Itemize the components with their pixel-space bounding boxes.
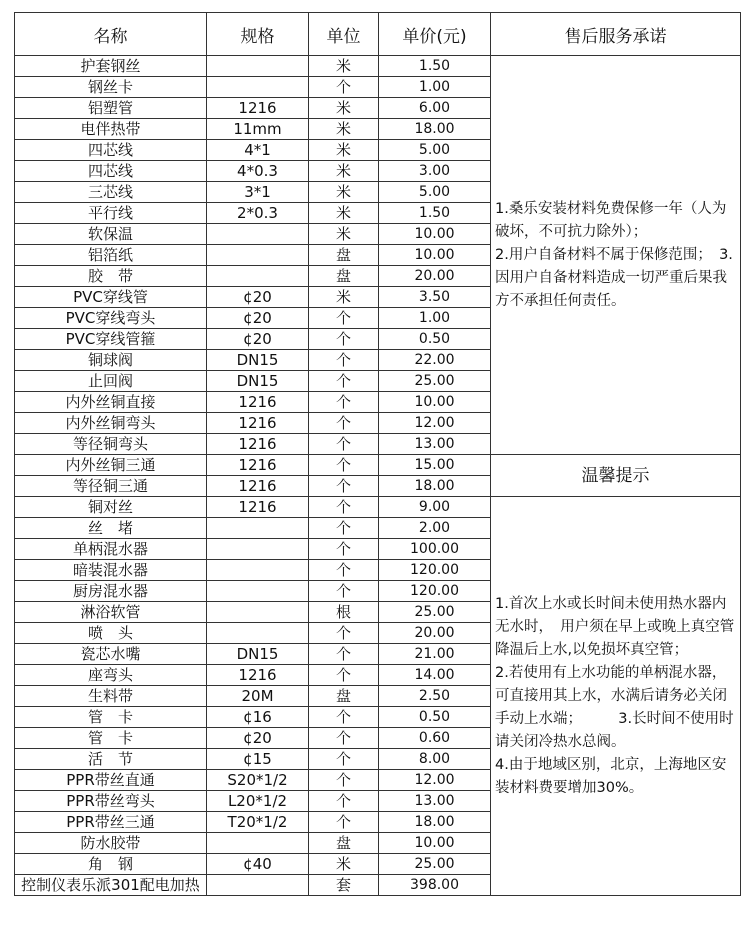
item-unit: 个 (309, 308, 379, 329)
item-price: 3.50 (379, 287, 491, 308)
item-unit: 盘 (309, 245, 379, 266)
item-unit: 米 (309, 203, 379, 224)
item-spec: 1216 (207, 413, 309, 434)
item-name: PVC穿线管箍 (15, 329, 207, 350)
item-unit: 米 (309, 854, 379, 875)
item-spec: ¢20 (207, 287, 309, 308)
item-price: 15.00 (379, 455, 491, 476)
item-unit: 个 (309, 644, 379, 665)
table-row (15, 56, 741, 77)
item-price: 100.00 (379, 539, 491, 560)
item-price: 0.50 (379, 329, 491, 350)
item-unit: 个 (309, 770, 379, 791)
service-note-cell (491, 56, 741, 455)
item-spec (207, 623, 309, 644)
item-price: 14.00 (379, 665, 491, 686)
item-price: 12.00 (379, 770, 491, 791)
item-price: 25.00 (379, 371, 491, 392)
item-unit: 根 (309, 602, 379, 623)
item-price: 8.00 (379, 749, 491, 770)
item-spec: ¢20 (207, 728, 309, 749)
item-name: 内外丝铜三通 (15, 455, 207, 476)
table-body (15, 56, 741, 896)
tips-note-cell (491, 497, 741, 896)
item-unit: 个 (309, 518, 379, 539)
item-name: 铜球阀 (15, 350, 207, 371)
item-price: 12.00 (379, 413, 491, 434)
item-price: 2.00 (379, 518, 491, 539)
item-name: 胶 带 (15, 266, 207, 287)
price-table (14, 12, 741, 896)
item-name: 钢丝卡 (15, 77, 207, 98)
item-name: 四芯线 (15, 140, 207, 161)
item-price: 25.00 (379, 602, 491, 623)
item-spec (207, 266, 309, 287)
item-name: 等径铜弯头 (15, 434, 207, 455)
item-unit: 米 (309, 140, 379, 161)
item-spec: 1216 (207, 665, 309, 686)
tips-note-text: 1.首次上水或长时间未使用热水器内无水时， 用户须在早上或晚上真空管降温后上水,以免损坏真空管； 2.若使用有上水功能的单柄混水器，可直接用其上水，水满后请务必关闭手动上水端； 3.长时间不使用时请关闭冷热水总阀。 4.由于地域区别，北京，上海地区安装材料费要增加30%。 (495, 595, 735, 796)
item-price: 5.00 (379, 140, 491, 161)
item-spec: 11mm (207, 119, 309, 140)
item-spec: DN15 (207, 350, 309, 371)
item-unit: 米 (309, 182, 379, 203)
item-price: 6.00 (379, 98, 491, 119)
item-name: 四芯线 (15, 161, 207, 182)
item-price: 22.00 (379, 350, 491, 371)
item-price: 0.60 (379, 728, 491, 749)
item-unit: 个 (309, 77, 379, 98)
service-note-text: 1.桑乐安装材料免费保修一年（人为破坏，不可抗力除外）； 2.用户自备材料不属于保修范围； 3.因用户自备材料造成一切严重后果我方不承担任何责任。 (495, 200, 733, 309)
item-name: PVC穿线弯头 (15, 308, 207, 329)
item-unit: 米 (309, 161, 379, 182)
item-name: 护套钢丝 (15, 56, 207, 77)
item-price: 20.00 (379, 266, 491, 287)
item-price: 10.00 (379, 833, 491, 854)
item-spec (207, 518, 309, 539)
item-spec: 4*0.3 (207, 161, 309, 182)
item-spec: 3*1 (207, 182, 309, 203)
item-spec: ¢40 (207, 854, 309, 875)
item-name: 单柄混水器 (15, 539, 207, 560)
item-unit: 套 (309, 875, 379, 896)
item-spec (207, 875, 309, 896)
item-price: 21.00 (379, 644, 491, 665)
item-price: 2.50 (379, 686, 491, 707)
item-name: 角 钢 (15, 854, 207, 875)
item-price: 1.00 (379, 77, 491, 98)
item-unit: 米 (309, 56, 379, 77)
item-spec: T20*1/2 (207, 812, 309, 833)
item-spec: 1216 (207, 497, 309, 518)
item-spec: 20M (207, 686, 309, 707)
item-price: 10.00 (379, 224, 491, 245)
item-price: 1.50 (379, 203, 491, 224)
item-name: 管 卡 (15, 728, 207, 749)
item-spec (207, 56, 309, 77)
item-name: 内外丝铜弯头 (15, 413, 207, 434)
item-unit: 个 (309, 434, 379, 455)
item-unit: 个 (309, 329, 379, 350)
item-price: 13.00 (379, 434, 491, 455)
tips-title: 温馨提示 (491, 455, 741, 497)
item-spec (207, 581, 309, 602)
item-spec: ¢16 (207, 707, 309, 728)
item-price: 3.00 (379, 161, 491, 182)
item-unit: 盘 (309, 686, 379, 707)
item-name: 淋浴软管 (15, 602, 207, 623)
item-unit: 米 (309, 287, 379, 308)
item-spec: 1216 (207, 455, 309, 476)
item-name: 座弯头 (15, 665, 207, 686)
item-unit: 个 (309, 350, 379, 371)
header-price: 单价(元) (379, 13, 491, 56)
item-unit: 个 (309, 560, 379, 581)
item-spec: ¢15 (207, 749, 309, 770)
item-name: 瓷芯水嘴 (15, 644, 207, 665)
item-price: 1.00 (379, 308, 491, 329)
item-spec (207, 833, 309, 854)
item-unit: 个 (309, 413, 379, 434)
item-spec (207, 224, 309, 245)
item-unit: 个 (309, 392, 379, 413)
item-price: 10.00 (379, 245, 491, 266)
item-spec (207, 560, 309, 581)
item-name: 防水胶带 (15, 833, 207, 854)
header-unit: 单位 (309, 13, 379, 56)
item-unit: 个 (309, 371, 379, 392)
item-name: 管 卡 (15, 707, 207, 728)
item-spec (207, 77, 309, 98)
header-row (15, 13, 741, 56)
item-name: 电伴热带 (15, 119, 207, 140)
item-price: 120.00 (379, 560, 491, 581)
item-name: 铝箔纸 (15, 245, 207, 266)
item-name: 止回阀 (15, 371, 207, 392)
item-spec: 2*0.3 (207, 203, 309, 224)
header-service: 售后服务承诺 (491, 13, 741, 56)
item-spec: S20*1/2 (207, 770, 309, 791)
header-name: 名称 (15, 13, 207, 56)
item-price: 120.00 (379, 581, 491, 602)
item-spec: DN15 (207, 371, 309, 392)
item-name: 内外丝铜直接 (15, 392, 207, 413)
item-spec: ¢20 (207, 329, 309, 350)
item-price: 398.00 (379, 875, 491, 896)
item-price: 10.00 (379, 392, 491, 413)
item-spec: 1216 (207, 434, 309, 455)
item-name: 生料带 (15, 686, 207, 707)
item-name: 丝 堵 (15, 518, 207, 539)
item-name: PPR带丝直通 (15, 770, 207, 791)
header-spec: 规格 (207, 13, 309, 56)
item-unit: 个 (309, 707, 379, 728)
item-spec: L20*1/2 (207, 791, 309, 812)
item-spec (207, 245, 309, 266)
item-unit: 个 (309, 812, 379, 833)
item-unit: 个 (309, 581, 379, 602)
item-unit: 米 (309, 98, 379, 119)
item-unit: 个 (309, 497, 379, 518)
item-name: 平行线 (15, 203, 207, 224)
item-name: 暗装混水器 (15, 560, 207, 581)
item-unit: 个 (309, 749, 379, 770)
item-unit: 盘 (309, 266, 379, 287)
item-name: PPR带丝弯头 (15, 791, 207, 812)
item-unit: 米 (309, 224, 379, 245)
item-name: 铝塑管 (15, 98, 207, 119)
item-price: 1.50 (379, 56, 491, 77)
item-name: PVC穿线管 (15, 287, 207, 308)
item-price: 13.00 (379, 791, 491, 812)
table-row (15, 497, 741, 518)
item-spec (207, 602, 309, 623)
item-unit: 个 (309, 665, 379, 686)
table-row (15, 455, 741, 476)
item-spec: DN15 (207, 644, 309, 665)
item-unit: 个 (309, 791, 379, 812)
item-unit: 个 (309, 623, 379, 644)
item-name: 控制仪表乐派301配电加热 (15, 875, 207, 896)
item-spec: 4*1 (207, 140, 309, 161)
item-name: 等径铜三通 (15, 476, 207, 497)
item-name: 活 节 (15, 749, 207, 770)
item-name: 喷 头 (15, 623, 207, 644)
item-price: 9.00 (379, 497, 491, 518)
item-name: 三芯线 (15, 182, 207, 203)
item-unit: 个 (309, 476, 379, 497)
item-spec (207, 539, 309, 560)
item-name: PPR带丝三通 (15, 812, 207, 833)
item-price: 5.00 (379, 182, 491, 203)
item-price: 18.00 (379, 812, 491, 833)
item-price: 18.00 (379, 476, 491, 497)
item-spec: ¢20 (207, 308, 309, 329)
item-spec: 1216 (207, 476, 309, 497)
item-spec: 1216 (207, 392, 309, 413)
item-price: 18.00 (379, 119, 491, 140)
item-unit: 个 (309, 455, 379, 476)
item-unit: 米 (309, 119, 379, 140)
item-spec: 1216 (207, 98, 309, 119)
item-price: 25.00 (379, 854, 491, 875)
item-name: 软保温 (15, 224, 207, 245)
item-name: 铜对丝 (15, 497, 207, 518)
item-unit: 个 (309, 728, 379, 749)
item-unit: 个 (309, 539, 379, 560)
item-price: 20.00 (379, 623, 491, 644)
item-price: 0.50 (379, 707, 491, 728)
item-name: 厨房混水器 (15, 581, 207, 602)
item-unit: 盘 (309, 833, 379, 854)
